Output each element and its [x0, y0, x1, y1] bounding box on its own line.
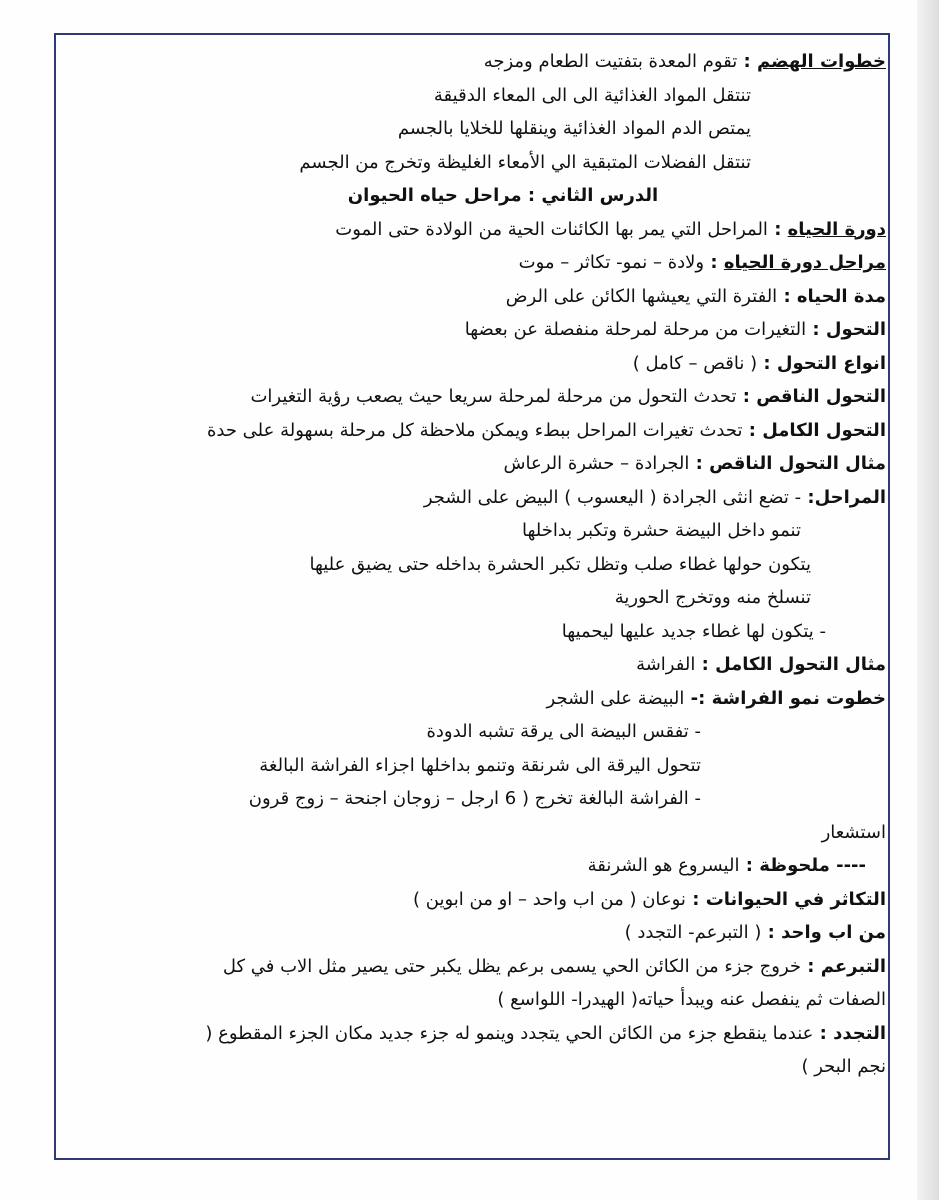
text-line: [60, 548, 886, 582]
term-separator: :: [801, 486, 815, 508]
line-text: الفراشة: [636, 654, 696, 675]
text-line: [60, 213, 886, 247]
text-line: [60, 514, 886, 548]
text-line: [60, 447, 886, 481]
line-text: الجرادة – حشرة الرعاش: [503, 453, 690, 474]
term-label: التحول الكامل: [762, 419, 886, 441]
text-line: [60, 79, 886, 113]
line-text: - تفقس البيضة الى يرقة تشبه الدودة: [426, 721, 701, 742]
text-line: [60, 481, 886, 515]
line-text: المراحل التي يمر بها الكائنات الحية من الولادة حتى الموت: [335, 218, 768, 240]
text-line: [60, 581, 886, 615]
text-line: [60, 916, 886, 950]
term-label: مراحل دورة الحياه: [723, 252, 886, 273]
line-text: تحدث تغيرات المراحل ببطء ويمكن ملاحظة كل مرحلة بسهولة على حدة: [206, 419, 743, 441]
line-text: يتكون حولها غطاء صلب وتظل تكبر الحشرة بداخله حتى يضيق عليها: [309, 553, 811, 575]
term-separator: :: [704, 252, 724, 273]
text-line: [60, 648, 886, 682]
line-text: تنمو داخل البيضة حشرة وتكبر بداخلها: [521, 520, 801, 541]
line-text: ( ناقص – كامل ): [632, 352, 758, 374]
term-separator: :: [757, 352, 777, 374]
term-separator: :: [742, 419, 763, 441]
text-line: [60, 112, 886, 146]
line-text: تنتقل المواد الغذائية الى الى المعاء الدقيقة: [433, 84, 751, 106]
term-label: التبرعم: [820, 955, 886, 977]
term-label: التكاثر في الحيوانات: [705, 888, 886, 910]
line-text: التغيرات من مرحلة لمرحلة منفصلة عن بعضها: [464, 319, 807, 340]
term-label: ملحوظة: [759, 855, 830, 876]
term-label: مثال التحول الناقص: [709, 453, 886, 474]
text-line: [60, 615, 886, 649]
term-separator: :: [777, 285, 797, 307]
term-label: التحول: [825, 319, 886, 340]
text-line: [60, 682, 886, 716]
text-line: [60, 883, 886, 917]
line-text: الفترة التي يعيشها الكائن على الرض: [505, 285, 778, 307]
line-text: - تضع انثى الجرادة ( اليعسوب ) البيض على الشجر: [423, 486, 802, 508]
term-separator: :: [685, 888, 706, 910]
term-label: انواع التحول: [776, 352, 886, 374]
term-separator: :: [813, 1022, 834, 1044]
line-text: خروج جزء من الكائن الحي يسمى برعم يظل يكبر حتى يصير مثل الاب في كل: [222, 955, 802, 977]
line-text: ولادة – نمو- تكاثر – موت: [518, 252, 705, 273]
text-line: [60, 414, 886, 448]
right-edge-strip: [917, 0, 939, 1200]
text-line: [60, 246, 886, 280]
line-text: تتحول اليرقة الى شرنقة وتنمو بداخلها اجزاء الفراشة البالغة: [259, 754, 701, 776]
term-separator: :: [736, 386, 757, 407]
term-label: مدة الحياه: [796, 285, 886, 307]
line-text: الصفات ثم ينفصل عنه ويبدأ حياته( الهيدرا- اللواسع ): [497, 989, 886, 1010]
term-separator: :-: [684, 687, 712, 709]
line-text: نجم البحر ): [801, 1056, 886, 1077]
lesson-title: [60, 179, 886, 213]
text-line: [60, 1017, 886, 1051]
line-text: تقوم المعدة بتفتيت الطعام ومزجه: [483, 51, 738, 72]
term-label: التجدد: [833, 1022, 886, 1044]
text-line: [60, 983, 886, 1017]
line-text: يمتص الدم المواد الغذائية وينقلها للخلايا بالجسم: [397, 118, 751, 139]
line-text: تنسلخ منه ووتخرج الحورية: [614, 587, 811, 608]
text-line: [60, 849, 886, 883]
line-text: - يتكون لها غطاء جديد عليها ليحميها: [561, 620, 826, 642]
text-line: [60, 816, 886, 850]
note-dashes: ----: [829, 855, 866, 876]
text-line: [60, 347, 886, 381]
text-line: [60, 749, 886, 783]
lesson-title-text: الدرس الثاني : مراحل حياه الحيوان: [347, 185, 659, 206]
term-label: من اب واحد: [781, 922, 886, 943]
term-label: مثال التحول الكامل: [715, 654, 886, 675]
term-separator: :: [761, 922, 782, 943]
text-line: [60, 1050, 886, 1084]
line-text: تحدث التحول من مرحلة لمرحلة سريعا حيث يصعب رؤية التغيرات: [250, 386, 737, 407]
term-label: خطوات الهضم: [757, 51, 886, 72]
text-line: [60, 950, 886, 984]
line-text: نوعان ( من اب واحد – او من ابوين ): [413, 888, 686, 910]
text-line: [60, 146, 886, 180]
term-label: المراحل: [814, 486, 886, 508]
text-line: [60, 313, 886, 347]
text-line: [60, 45, 886, 79]
line-text: استشعار: [821, 821, 886, 843]
term-separator: :: [767, 218, 788, 240]
text-line: [60, 715, 886, 749]
line-text: عندما ينقطع جزء من الكائن الحي يتجدد وينمو له جزء جديد مكان الجزء المقطوع (: [205, 1022, 814, 1044]
line-text: ( التبرعم- التجدد ): [624, 922, 762, 943]
text-line: [60, 782, 886, 816]
term-separator: :: [737, 51, 758, 72]
text-line: [60, 280, 886, 314]
term-separator: :: [739, 855, 760, 876]
line-text: البيضة على الشجر: [546, 687, 685, 709]
line-text: اليسروع هو الشرنقة: [587, 855, 740, 876]
document-body: [60, 45, 886, 1084]
text-line: [60, 380, 886, 414]
term-separator: :: [806, 319, 826, 340]
term-separator: :: [801, 955, 821, 977]
line-text: - الفراشة البالغة تخرج ( 6 ارجل – زوجان اجنحة – زوج قرون: [248, 788, 701, 809]
term-label: خطوت نمو الفراشة: [711, 687, 886, 709]
term-separator: :: [695, 654, 716, 675]
line-text: تنتقل الفضلات المتبقية الي الأمعاء الغليظة وتخرج من الجسم: [299, 151, 751, 173]
term-label: التحول الناقص: [756, 386, 886, 407]
term-label: دورة الحياه: [787, 218, 886, 240]
term-separator: :: [689, 453, 710, 474]
